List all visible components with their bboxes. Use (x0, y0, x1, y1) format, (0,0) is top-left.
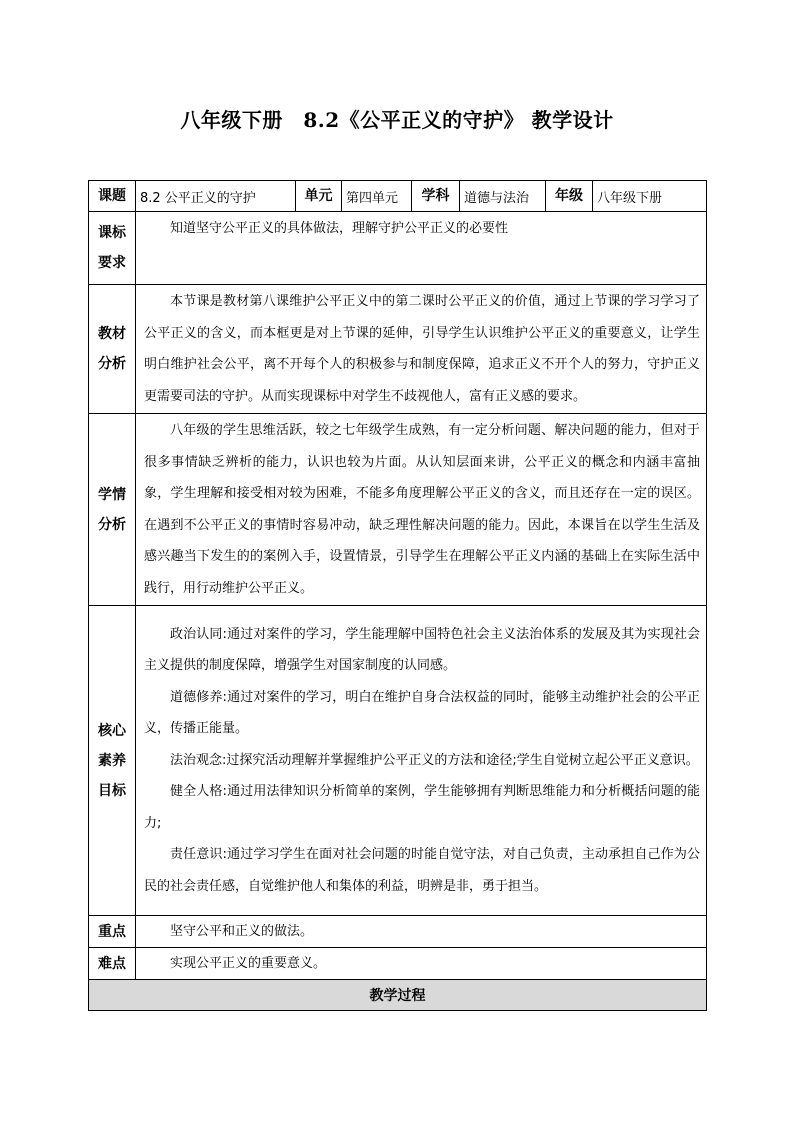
standards-row (89, 212, 707, 285)
subject-value: 道德与法治 (460, 181, 546, 212)
core-goal-item: 责任意识:通过学习学生在面对社会问题的时能自觉守法，对自己负责，主动承担自己作为公民的社会责任感，自觉维护他人和集体的利益，明辨是非，勇于担当。 (144, 847, 700, 894)
core-goal-item: 道德修养:通过对案件的学习，明白在维护自身合法权益的同时，能够主动维护社会的公平正义，传播正能量。 (144, 689, 700, 737)
process-header-row (89, 980, 707, 1011)
unit-label: 单元 (296, 181, 342, 212)
lesson-plan-table (88, 180, 707, 1011)
student-analysis-label: 学情分析 (89, 414, 136, 606)
student-analysis-text: 八年级的学生思维活跃，较之七年级学生成熟，有一定分析问题、解决问题的能力，但对于很多事情缺乏辨析的能力，认识也较为片面。从认知层面来讲，公平正义的概念和内涵丰富抽象，学生理解和接受相对较为困难，不能多角度理解公平正义的含义，而且还存在一定的误区。在遇到不公平正义的事情时容易冲动，缺乏理性解决问题的能力。因此，本课旨在以学生生活及感兴趣当下发生的的案例入手，设置情景，引导学生在理解公平正义内涵的基础上在实际生活中践行，用行动维护公平正义。 (144, 423, 700, 596)
header-row (89, 181, 707, 212)
key-point-text: 坚守公平和正义的做法。 (170, 923, 314, 939)
unit-value: 第四单元 (342, 181, 412, 212)
topic-label: 课题 (89, 181, 136, 212)
difficult-point-label: 难点 (89, 948, 136, 980)
core-goals-label: 核心素养目标 (89, 606, 136, 916)
core-goal-item: 法治观念:过探究活动理解并掌握维护公平正义的方法和途径;学生自觉树立起公平正义意识。 (170, 752, 699, 768)
key-point-row (89, 916, 707, 948)
grade-label: 年级 (546, 181, 593, 212)
subject-label: 学科 (412, 181, 460, 212)
grade-value: 八年级下册 (593, 181, 707, 212)
key-point-label: 重点 (89, 916, 136, 948)
topic-value: 8.2 公平正义的守护 (136, 181, 296, 212)
document-title: 八年级下册 8.2《公平正义的守护》 教学设计 (180, 108, 614, 132)
standards-label: 课标要求 (89, 212, 136, 285)
textbook-analysis-text: 本节课是教材第八课维护公平正义中的第二课时公平正义的价值，通过上节课的学习学习了公平正义的含义，而本框更是对上节课的延伸，引导学生认识维护公平正义的重要意义，让学生明白维护社会公平，离不开每个人的积极参与和制度保障，追求正义不开个人的努力，守护正义更需要司法的守护。从而实现课标中对学生不歧视他人，富有正义感的要求。 (144, 294, 700, 404)
textbook-analysis-label: 教材分析 (89, 285, 136, 414)
core-goal-item: 健全人格:通过用法律知识分析简单的案例，学生能够拥有判断思维能力和分析概括问题的能力; (144, 784, 700, 831)
difficult-point-row (89, 948, 707, 980)
student-analysis-row (89, 414, 707, 606)
core-goal-item: 政治认同:通过对案件的学习，学生能理解中国特色社会主义法治体系的发展及其为实现社会主义提供的制度保障，增强学生对国家制度的认同感。 (144, 626, 700, 674)
difficult-point-text: 实现公平正义的重要意义。 (170, 955, 327, 971)
textbook-analysis-row (89, 285, 707, 414)
core-goals-row (89, 606, 707, 916)
standards-text: 知道坚守公平正义的具体做法，理解守护公平正义的必要性 (170, 221, 509, 236)
process-header: 教学过程 (89, 980, 707, 1011)
